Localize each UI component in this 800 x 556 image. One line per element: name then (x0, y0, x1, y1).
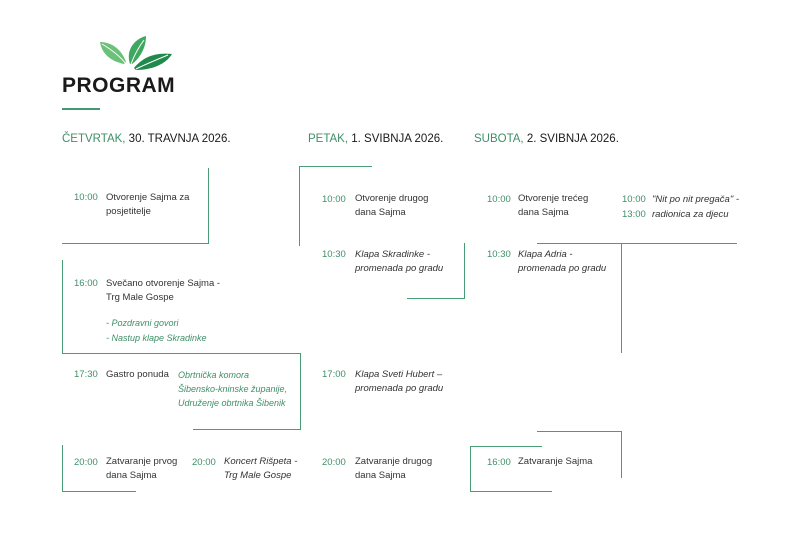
divider-line (537, 243, 737, 244)
thursday-header-day: ČETVRTAK, (62, 133, 126, 145)
friday-header-day: PETAK, (308, 133, 349, 145)
divider-line (464, 243, 465, 299)
leaves-icon (96, 34, 176, 78)
event-title: Svečano otvorenje Sajma - Trg Male Gospe (106, 278, 221, 303)
event-title: Otvorenje drugog dana Sajma (355, 193, 429, 218)
event-title: Otvorenje trećeg dana Sajma (518, 193, 589, 218)
event-title: "Nit po nit pregača" - (652, 194, 740, 205)
event-time: 20:00 (322, 457, 346, 468)
friday-header (308, 133, 443, 145)
event-time: 16:00 (74, 278, 98, 289)
event-time: 10:00 (322, 194, 346, 205)
divider-line (407, 298, 465, 299)
event-time: 10:30 (322, 249, 346, 260)
divider-line (62, 260, 63, 353)
divider-line (62, 353, 301, 354)
event-time: 17:30 (74, 369, 98, 380)
divider-line (62, 491, 136, 492)
event-subitem: - Nastup klape Skradinke (106, 333, 207, 343)
event-time: 20:00 (192, 457, 216, 468)
event-time: 20:00 (74, 457, 98, 468)
event-title: Klapa Skradinke - promenada po gradu (355, 249, 444, 274)
event-title: Klapa Adria - promenada po gradu (518, 249, 607, 274)
divider-line (208, 168, 209, 244)
event-time: 13:00 (622, 209, 646, 220)
event-time: 10:30 (487, 249, 511, 260)
event-note: Obrtnička komora Šibensko-kninske županije, Udruženje obrtnika Šibenik (178, 370, 288, 408)
event-title: Zatvaranje drugog dana Sajma (355, 456, 433, 481)
divider-line (300, 353, 301, 430)
divider-line (470, 446, 471, 492)
divider-line (621, 243, 622, 353)
event-title: Otvorenje Sajma za posjetitelje (106, 192, 190, 217)
friday-header-date: 1. SVIBNJA 2026. (348, 133, 444, 145)
divider-line (537, 431, 622, 432)
event-time: 17:00 (322, 369, 346, 380)
event-time: 10:00 (487, 194, 511, 205)
event-title: Zatvaranje prvog dana Sajma (106, 456, 178, 481)
event-time: 10:00 (74, 192, 98, 203)
page-title: PROGRAM (62, 74, 176, 97)
divider-line (299, 166, 300, 246)
saturday-header-date: 2. SVIBNJA 2026. (523, 133, 619, 145)
divider-line (470, 491, 552, 492)
event-title: Klapa Sveti Hubert – promenada po gradu (355, 369, 444, 394)
event-title: Gastro ponuda (106, 369, 169, 380)
event-title: Koncert Rišpeta - Trg Male Gospe (224, 456, 298, 481)
event-time: 16:00 (487, 457, 511, 468)
divider-line (62, 445, 63, 492)
title-underline (62, 108, 100, 110)
divider-line (193, 429, 301, 430)
event-time: 10:00 (622, 194, 646, 205)
thursday-header-date: 30. TRAVNJA 2026. (125, 133, 231, 145)
divider-line (621, 431, 622, 478)
event-subitem: - Pozdravni govori (106, 318, 179, 328)
event-title: Zatvaranje Sajma (518, 456, 593, 467)
event-title: radionica za djecu (652, 209, 729, 220)
saturday-header (474, 133, 619, 145)
divider-line (299, 166, 372, 167)
thursday-header (62, 133, 231, 145)
divider-line (470, 446, 542, 447)
saturday-header-day: SUBOTA, (474, 133, 524, 145)
divider-line (62, 243, 209, 244)
